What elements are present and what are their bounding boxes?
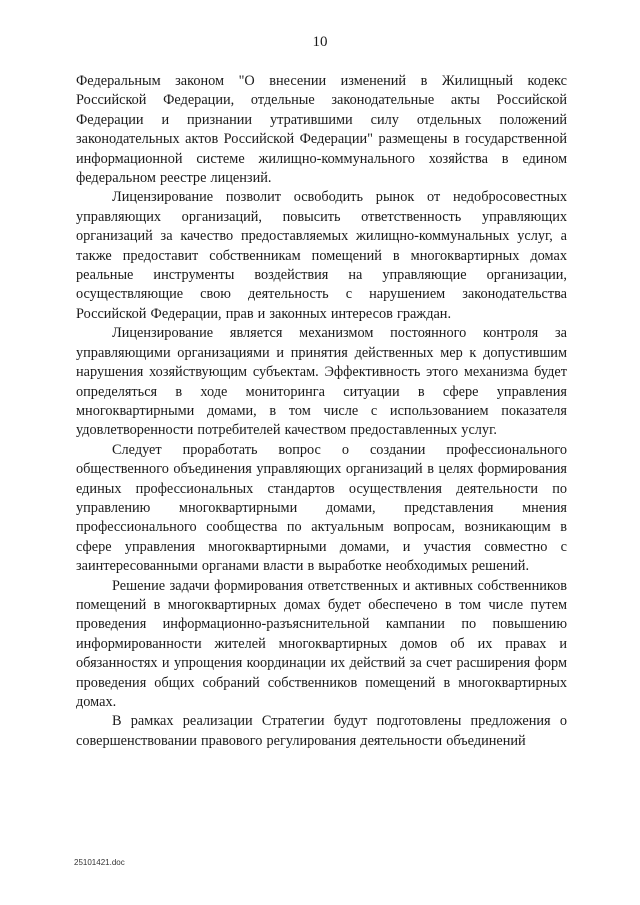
paragraph-1: Федеральным законом "О внесении изменений в Жилищный кодекс Российской Федерации, отдельные законодательные акты Российской Федерации и признании утратившими силу отдельных положений законодательных актов Российской Федерации" размещены в государственной информационной системе жилищно-коммунального хозяйства в едином федеральном реестре лицензий. [76,73,567,187]
paragraph-2: Лицензирование позволит освободить рынок от недобросовестных управляющих организаций, повысить ответственность управляющих организаций за качество предоставляемых жилищно-коммунальных услуг, а также предоставит собственникам помещений в многоквартирных домах реальные инструменты воздействия на управляющие организации, осуществляющие свою деятельность с нарушением законодательства Российской Федерации, прав и законных интересов граждан. [76,189,567,322]
paragraph-4: Следует проработать вопрос о создании профессионального общественного объединения управляющих организаций в целях формирования единых профессиональных стандартов осуществления деятельности по управлению многоквартирными домами, представления мнения профессионального сообщества по актуальным вопросам, возникающим в сфере управления многоквартирными домами, и участия совместно с заинтересованными органами власти в выработке необходимых решений. [76,441,567,575]
paragraph-3: Лицензирование является механизмом постоянного контроля за управляющими организациями и принятия действенных мер к допустившим нарушения хозяйствующим субъектам. Эффективность этого механизма будет определяться в ходе мониторинга ситуации в сфере управления многоквартирными домами, в том числе с использованием показателя удовлетворенности потребителей качеством предоставленных услуг. [76,325,567,439]
page-number: 10 [312,34,328,50]
document-body [76,72,567,751]
paragraph-6: В рамках реализации Стратегии будут подготовлены предложения о совершенствовании правового регулирования деятельности объединений [76,713,567,749]
paragraph-5: Решение задачи формирования ответственных и активных собственников помещений в многоквартирных домах будет обеспечено в том числе путем проведения информационно-разъяснительной кампании по повышению информированности жителей многоквартирных домов об их правах и обязанностях и упрощения координации их действий за счет расширения форм проведения общих собраний собственников помещений в многоквартирных домах. [76,577,567,710]
file-name-footer: 25101421.doc [74,858,125,867]
